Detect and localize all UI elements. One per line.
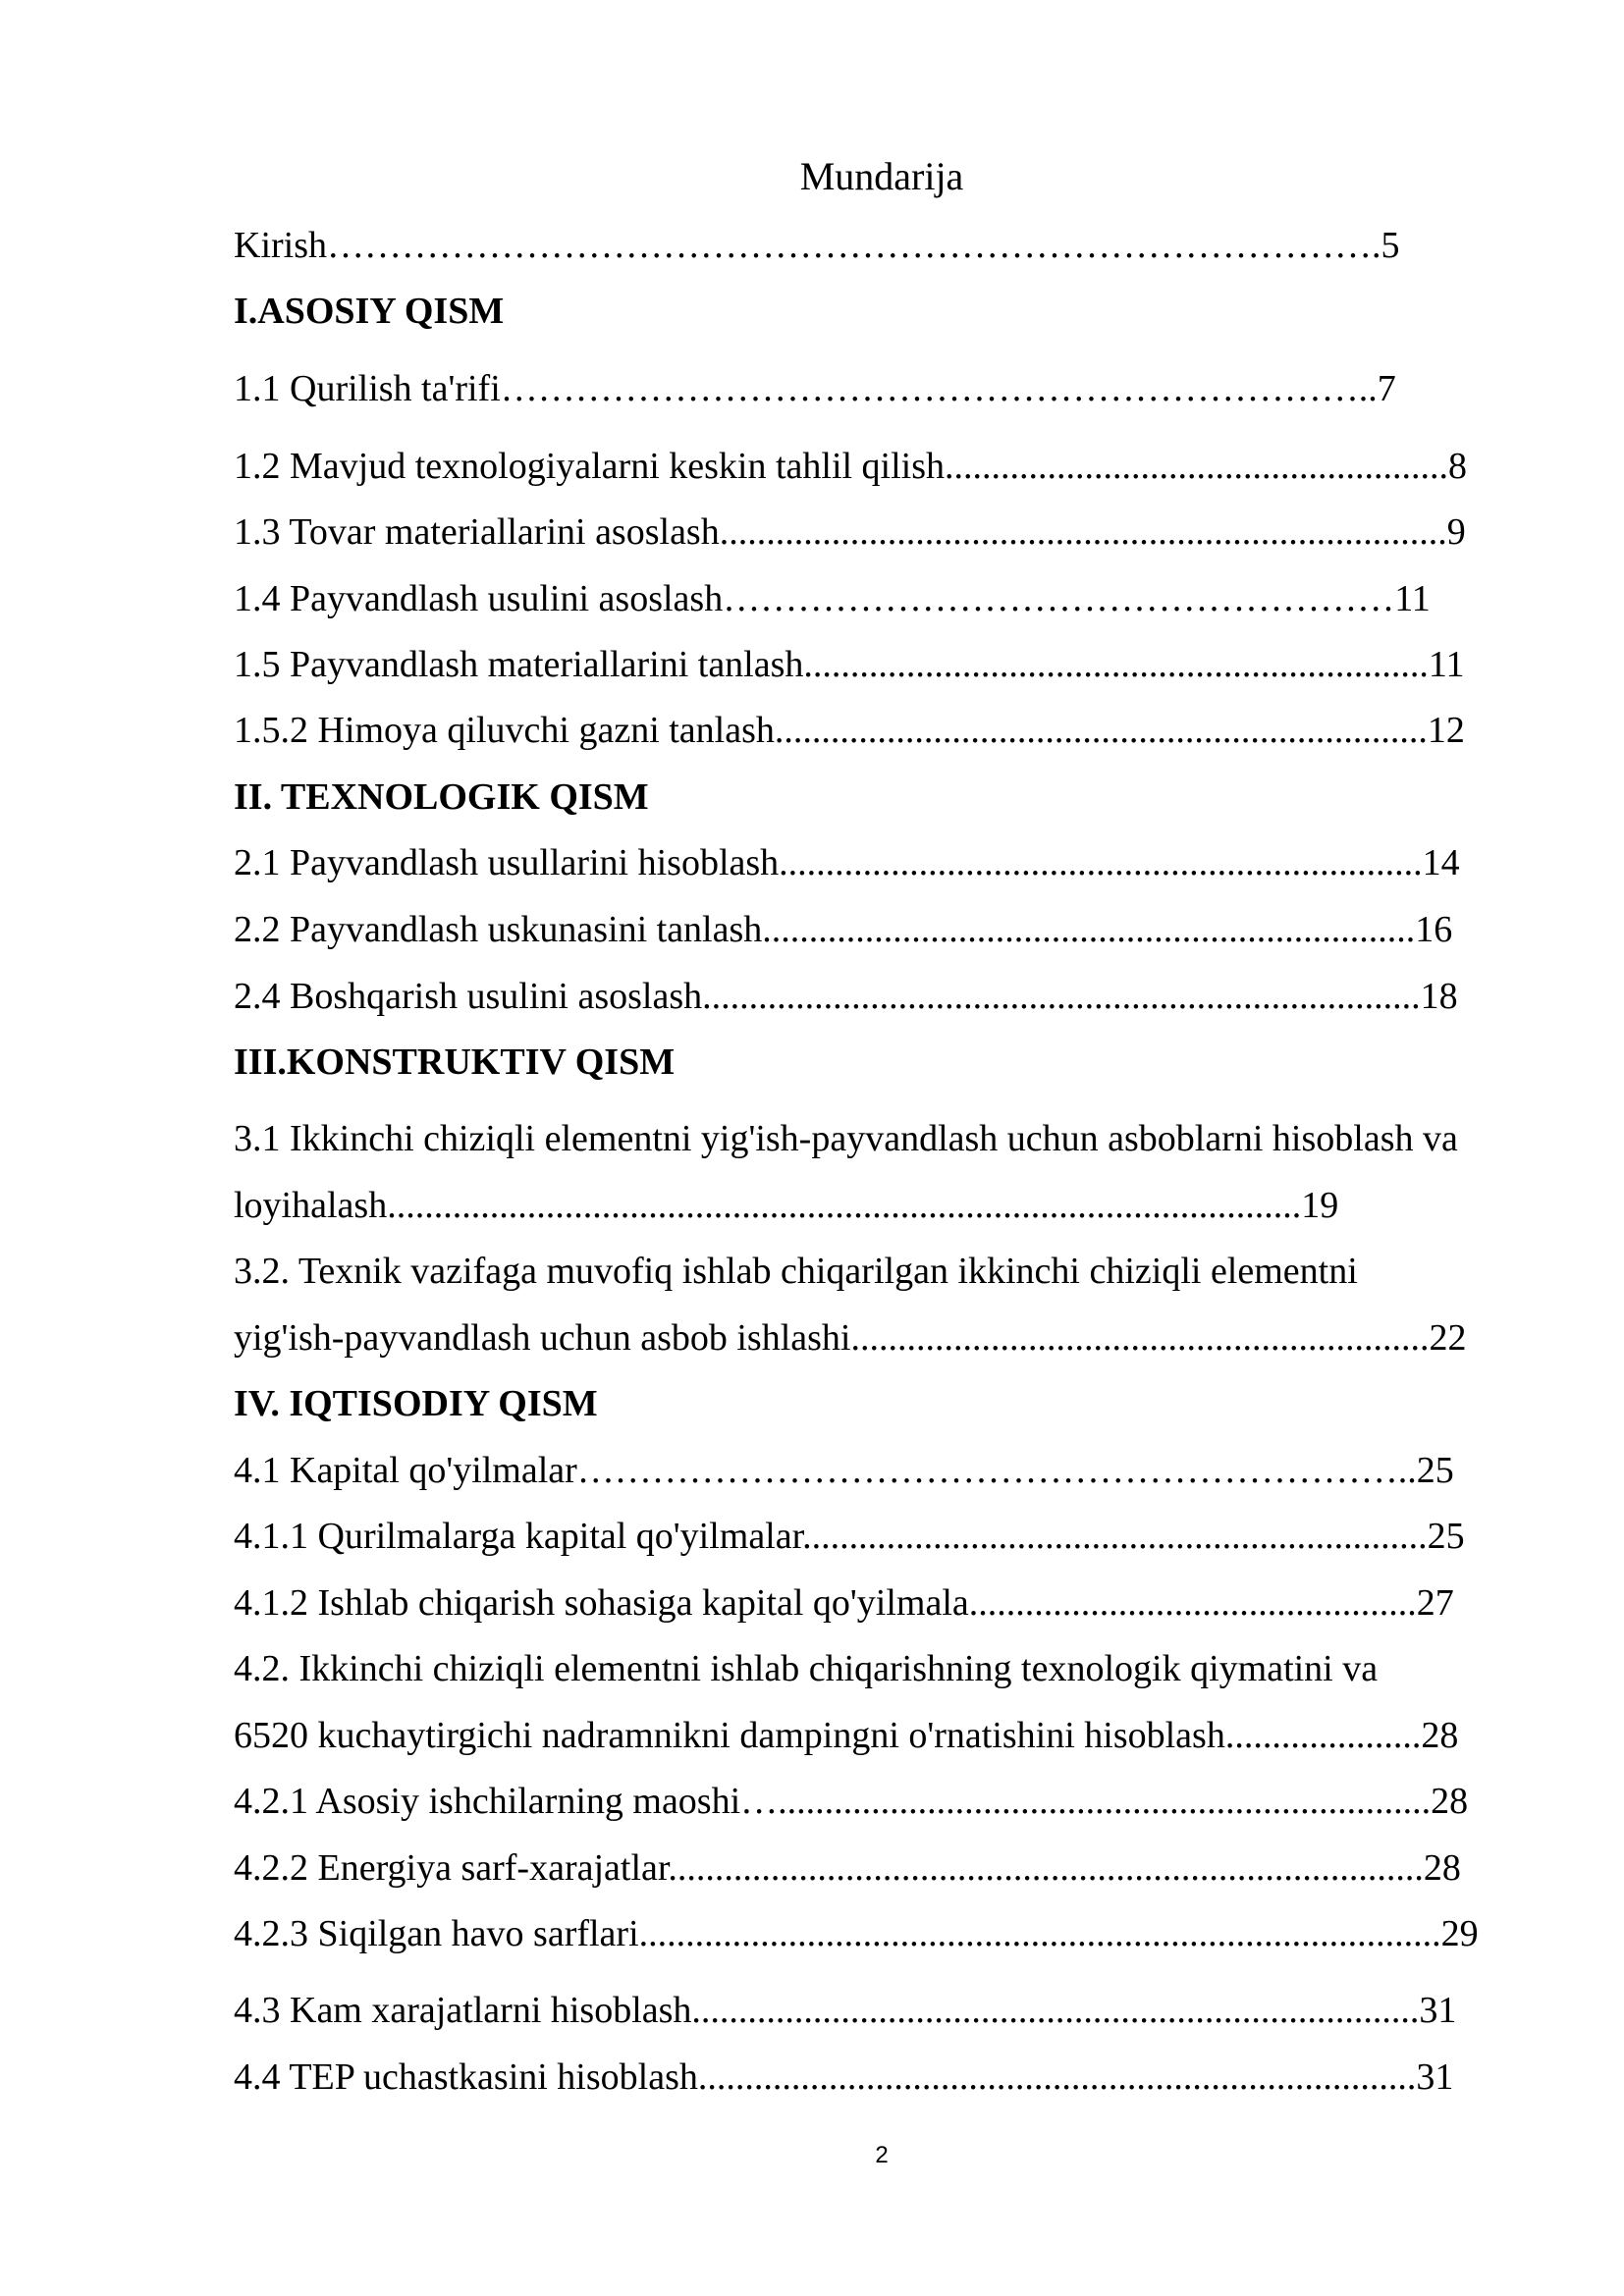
toc-line: loyihalash..................................................................................................19 — [234, 1185, 1339, 1226]
toc-line: 4.2.1 Asosiy ishchilarning maoshi…......................................................................28 — [234, 1781, 1469, 1822]
toc-line: 2.4 Boshqarish usulini asoslash.............................................................................18 — [234, 976, 1458, 1017]
toc-line: 3.1 Ikkinchi chiziqli elementni yig'ish-payvandlash uchun asboblarni hisoblash va — [234, 1118, 1458, 1159]
toc-section-heading: III.KONSTRUKTIV QISM — [234, 1041, 676, 1083]
toc-line: yig'ish-payvandlash uchun asbob ishlashi..............................................................22 — [234, 1317, 1467, 1359]
toc-line: 1.2 Mavjud texnologiyalarni keskin tahlil qilish......................................................8 — [234, 446, 1468, 487]
page-number: 2 — [875, 2142, 889, 2168]
toc-line: 4.2.2 Energiya sarf-xarajatlar.................................................................................28 — [234, 1847, 1461, 1889]
toc-section-heading: IV. IQTISODIY QISM — [234, 1383, 598, 1424]
toc-line: 4.1.2 Ishlab chiqarish sohasiga kapital qo'yilmala................................................27 — [234, 1582, 1454, 1624]
toc-line: 2.2 Payvandlash uskunasini tanlash......................................................................16 — [234, 909, 1453, 950]
toc-line: 4.1 Kapital qo'yilmalar…………………………………………………………..25 — [234, 1450, 1454, 1491]
toc-line: 4.2. Ikkinchi chiziqli elementni ishlab chiqarishning texnologik qiymatini va — [234, 1648, 1379, 1689]
toc-line: 4.2.3 Siqilgan havo sarflari......................................................................................29 — [234, 1913, 1479, 1954]
toc-line: 4.3 Kam xarajatlarni hisoblash..............................................................................31 — [234, 1990, 1457, 2031]
toc-section-heading: II. TEXNOLOGIK QISM — [234, 776, 649, 818]
toc-line: 4.4 TEP uchastkasini hisoblash.............................................................................31 — [234, 2056, 1454, 2098]
toc-line: 1.1 Qurilish ta'rifi……………………………………………………………..7 — [234, 368, 1396, 409]
toc-line: 1.5 Payvandlash materiallarini tanlash...................................................................11 — [234, 644, 1465, 685]
toc-line: 1.4 Payvandlash usulini asoslash………………………………………………11 — [234, 578, 1431, 619]
toc-line: 1.5.2 Himoya qiluvchi gazni tanlash......................................................................12 — [234, 710, 1465, 751]
toc-line: 4.1.1 Qurilmalarga kapital qo'yilmalar...................................................................25 — [234, 1516, 1465, 1557]
toc-section-heading: I.ASOSIY QISM — [234, 291, 505, 332]
toc-line: 6520 kuchaytirgichi nadramnikni dampingni o'rnatishini hisoblash.....................28 — [234, 1715, 1459, 1756]
toc-title: Mundarija — [799, 154, 964, 198]
toc-line: Kirish………………………………………………………………………….5 — [234, 225, 1400, 266]
toc-line: 2.1 Payvandlash usullarini hisoblash.....................................................................14 — [234, 842, 1460, 883]
toc-line: 1.3 Tovar materiallarini asoslash..............................................................................9 — [234, 511, 1466, 553]
toc-line: 3.2. Texnik vazifaga muvofiq ishlab chiqarilgan ikkinchi chiziqli elementni — [234, 1251, 1358, 1292]
